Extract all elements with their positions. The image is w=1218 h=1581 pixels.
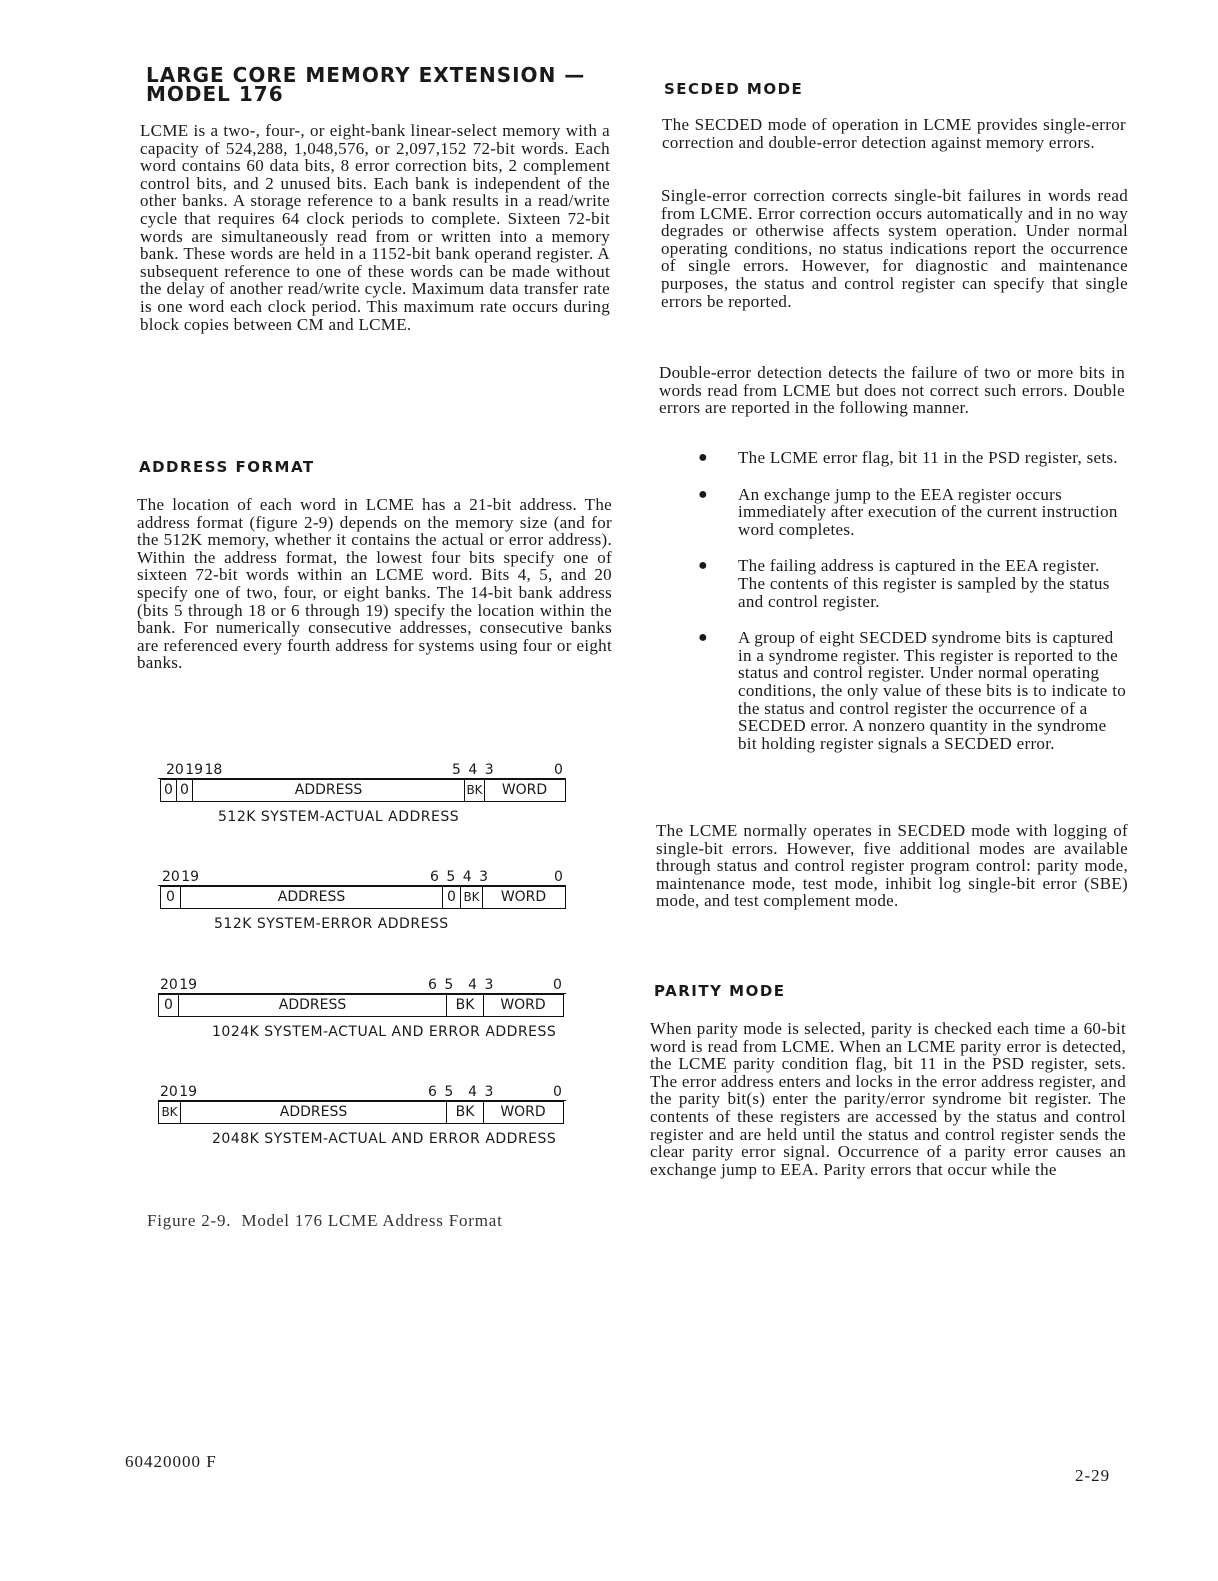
list-item	[698, 557, 1128, 610]
bit-numbers-right: 6 5 4 3	[430, 869, 488, 885]
address-field-box	[158, 994, 564, 1017]
address-field-box	[158, 1101, 564, 1124]
address-field: ADDRESS	[181, 887, 443, 908]
address-diagram-1024k	[158, 977, 570, 1047]
figure-caption: Figure 2-9. Model 176 LCME Address Format	[147, 1211, 503, 1230]
address-field: ADDRESS	[193, 780, 465, 801]
bit-20-cell: 0	[161, 887, 181, 908]
bit-numbers-right: 5 4 3	[452, 762, 494, 778]
address-field: ADDRESS	[179, 995, 447, 1016]
page-title: LARGE CORE MEMORY EXTENSION — MODEL 176	[146, 63, 586, 106]
document-number: 60420000 F	[125, 1452, 217, 1471]
list-item	[698, 486, 1128, 539]
address-field-box	[160, 779, 566, 802]
bullet-icon: ●	[698, 557, 708, 575]
list-item-text: The failing address is captured in the EEA register. The contents of this register is sampled by the status and control register.	[738, 556, 1110, 611]
secded-paragraph-1: The SECDED mode of operation in LCME provides single-error correction and double-error detection against memory errors.	[662, 115, 1126, 152]
bank-high-field: BK	[159, 1102, 181, 1123]
address-field: ADDRESS	[181, 1102, 447, 1123]
bit-number-zero: 0	[554, 762, 563, 778]
bit-number-zero: 0	[553, 977, 562, 993]
list-item-text: The LCME error flag, bit 11 in the PSD register, sets.	[738, 448, 1118, 467]
double-error-list	[698, 449, 1128, 771]
bank-field: BK	[447, 995, 484, 1016]
address-format-heading: ADDRESS FORMAT	[139, 458, 315, 476]
word-field: WORD	[500, 997, 546, 1013]
address-field-box	[160, 886, 566, 909]
bank-field: BK	[461, 887, 483, 908]
bullet-icon: ●	[698, 629, 708, 647]
diagram-caption: 1024K SYSTEM-ACTUAL AND ERROR ADDRESS	[212, 1024, 557, 1040]
bit-20-cell: 0	[161, 780, 177, 801]
parity-heading: PARITY MODE	[654, 982, 786, 1000]
diagram-caption: 512K SYSTEM-ERROR ADDRESS	[214, 916, 449, 932]
bit-20-cell: 0	[159, 995, 179, 1016]
bit-number-zero: 0	[554, 869, 563, 885]
secded-heading: SECDED MODE	[664, 80, 804, 98]
diagram-caption: 2048K SYSTEM-ACTUAL AND ERROR ADDRESS	[212, 1131, 557, 1147]
word-field: WORD	[500, 1104, 546, 1120]
list-item-text: An exchange jump to the EEA register occurs immediately after execution of the current instruction word completes.	[738, 484, 1118, 539]
address-format-paragraph: The location of each word in LCME has a 21-bit address. The address format (figure 2-9) depends on the memory size (and for the 512K memory, whether it contains the actual or error address). Within the address format, the lowest four bits specify one of sixteen 72-bit words within an LCME word. Bits 4, 5, and 20 specify one of two, four, or eight banks. The 14-bit bank address (bits 5 through 18 or 6 through 19) specify the location within the bank. For numerically consecutive addresses, consecutive banks are referenced every fourth address for systems using four or eight banks.	[137, 495, 612, 673]
bit-numbers-right: 6 5 4 3	[428, 1084, 494, 1100]
bit-numbers-right: 6 5 4 3	[428, 977, 494, 993]
word-field: WORD	[501, 782, 548, 798]
bit-19-cell: 0	[177, 780, 193, 801]
secded-paragraph-3: Double-error detection detects the failure of two or more bits in words read from LCME but does not correct such errors. Double errors are reported in the following manner.	[659, 363, 1125, 418]
list-item	[698, 629, 1128, 752]
secded-paragraph-2: Single-error correction corrects single-bit failures in words read from LCME. Error correction occurs automatically and in no way degrades or otherwise affects system operation. Under normal operating conditions, no status indications report the occurrence of single errors. However, for diagnostic and maintenance purposes, the status and control register can specify that single errors be reported.	[661, 186, 1128, 311]
diagram-caption: 512K SYSTEM-ACTUAL ADDRESS	[218, 809, 460, 825]
bit-numbers-left: 20 19 18	[166, 762, 223, 778]
bank-field: BK	[465, 780, 485, 801]
bullet-icon: ●	[698, 449, 708, 466]
secded-paragraph-4: The LCME normally operates in SECDED mode with logging of single-bit errors. However, five additional modes are available through status and control register program control: parity mode, maintenance mode, test mode, inhibit log single-bit error (SBE) mode, and test complement mode.	[656, 821, 1128, 911]
page-number: 2-29	[1075, 1466, 1111, 1485]
intro-paragraph: LCME is a two-, four-, or eight-bank linear-select memory with a capacity of 524,288, 1,048,576, or 2,097,152 72-bit words. Each word contains 60 data bits, 8 error correction bits, 2 complement control bits, and 2 unused bits. Each bank is independent of the other banks. A storage reference to a bank results in a read/write cycle that requires 64 clock periods to complete. Sixteen 72-bit words are simultaneously read from or written into a memory bank. These words are held in a 1152-bit bank operand register. A subsequent reference to one of these words can be made without the delay of another read/write cycle. Maximum data transfer rate is one word each clock period. This maximum rate occurs during block copies between CM and LCME.	[140, 121, 610, 334]
address-diagram-2048k	[158, 1084, 570, 1154]
bit-5-cell: 0	[443, 887, 461, 908]
word-field: WORD	[500, 889, 547, 905]
bit-numbers-left: 20 19	[160, 977, 198, 993]
bullet-icon: ●	[698, 485, 708, 503]
bit-number-zero: 0	[553, 1084, 562, 1100]
address-diagram-512k-error	[158, 869, 570, 939]
bank-field: BK	[447, 1102, 484, 1123]
address-diagram-512k-actual	[158, 762, 570, 832]
bit-numbers-left: 20 19	[162, 869, 200, 885]
list-item-text: A group of eight SECDED syndrome bits is captured in a syndrome register. This register is reported to the status and control register. Under normal operating conditions, the only value of these bits is to indicate to the status and control register the occurrence of a SECDED error. A nonzero quantity in the syndrome bit holding register signals a SECDED error.	[738, 628, 1127, 753]
parity-paragraph: When parity mode is selected, parity is checked each time a 60-bit word is read from LCME. When an LCME parity error is detected, the LCME parity condition flag, bit 11 in the PSD register, sets. The error address enters and locks in the error address register, and the parity bit(s) enter the parity/error syndrome bit register. The contents of these registers are accessed by the status and control register and are held until the status and control register sends the clear parity error signal. Occurrence of a parity error causes an exchange jump to EEA. Parity errors that occur while the	[650, 1019, 1127, 1179]
bit-numbers-left: 20 19	[160, 1084, 198, 1100]
list-item	[698, 449, 1128, 467]
